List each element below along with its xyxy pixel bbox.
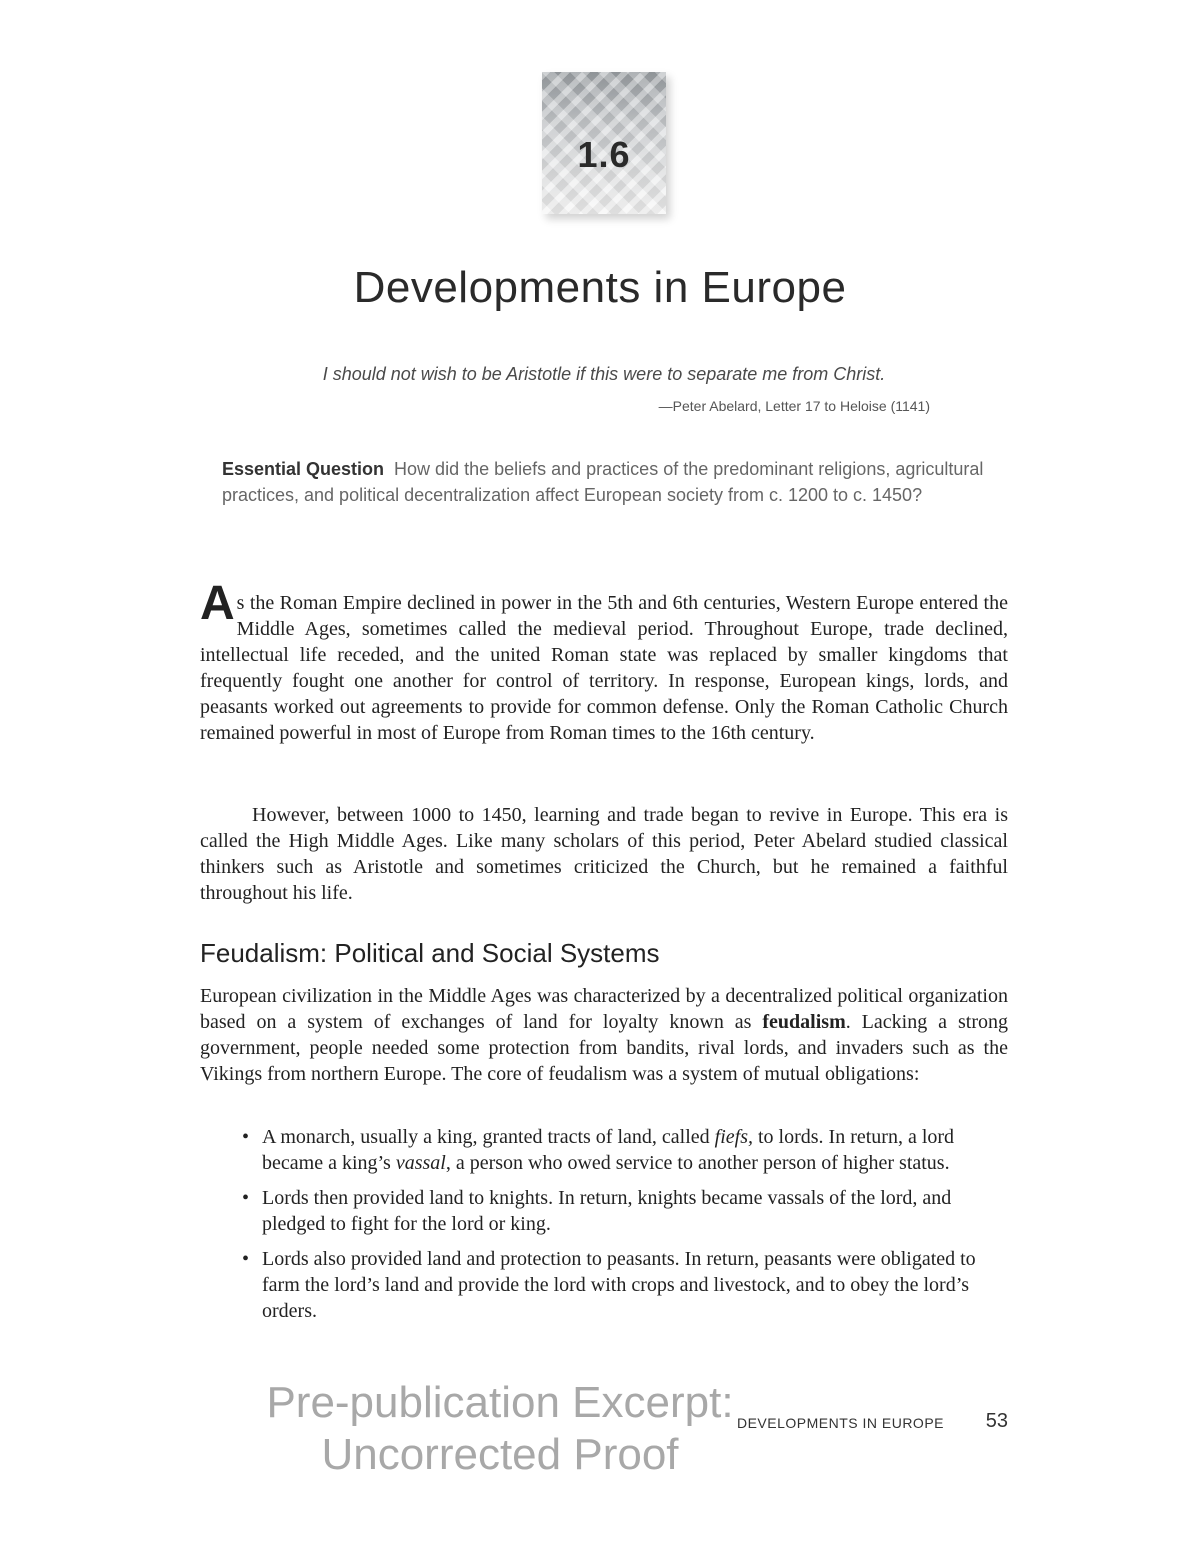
intro-paragraph-1-text: s the Roman Empire declined in power in the 5th and 6th centuries, Western Europe entered the Middle Ages, sometimes called the medieval period. Throughout Europe, trade declined, intellectual life receded, and the united Roman state was replaced by smaller kingdoms that frequently fought one another for control of territory. In response, European kings, lords, and peasants worked out agreements to provide for common defense. Only the Roman Catholic Church remained powerful in most of Europe from Roman times to the 16th century. <box>200 592 1008 744</box>
intro-paragraph-2: However, between 1000 to 1450, learning and trade began to revive in Europe. This era is called the High Middle Ages. Like many scholars of this period, Peter Abelard studied classical thinkers such as Aristotle and sometimes criticized the Church, but he remained a faithful throughout his life. <box>200 804 1008 904</box>
list-item <box>240 1185 1000 1237</box>
list-item-text-after: , a person who owed service to another person of higher status. <box>445 1152 950 1174</box>
page-number: 53 <box>985 1410 1008 1432</box>
list-item-text-middle: to lords. In return, a lord became a king’s <box>262 1126 955 1174</box>
section-number-badge <box>542 72 666 214</box>
intro-paragraph-1 <box>200 577 1008 746</box>
drop-cap: A <box>200 577 235 630</box>
running-footer-title: DEVELOPMENTS IN EUROPE <box>736 1415 944 1431</box>
list-item-term-fiefs: fiefs, <box>714 1126 753 1148</box>
bullet-icon: • <box>242 1126 250 1148</box>
list-item-text: Lords also provided land and protection to peasants. In return, peasants were obligated to farm the lord’s land and provide the lord with crops and livestock, and to obey the lord’s orders. <box>262 1248 976 1322</box>
bullet-icon: • <box>242 1248 250 1270</box>
epigraph-quote: I should not wish to be Aristotle if this were to separate me from Christ. <box>322 364 886 384</box>
chapter-title: Developments in Europe <box>353 263 847 312</box>
feudalism-paragraph-after: . Lacking a strong government, people needed some protection from bandits, rival lords, and invaders such as the Vikings from northern Europe. The core of feudalism was a system of mutual obligations: <box>200 1011 1008 1085</box>
feudalism-paragraph-before: European civilization in the Middle Ages was characterized by a decentralized political organization based on a system of exchanges of land for loyalty known as <box>200 985 1008 1033</box>
obligations-list <box>240 1124 1000 1333</box>
feudalism-paragraph <box>200 983 1008 1087</box>
bullet-icon: • <box>242 1187 250 1209</box>
list-item <box>240 1124 1000 1176</box>
epigraph-attribution: —Peter Abelard, Letter 17 to Heloise (1141) <box>658 398 930 414</box>
watermark-line-1: Pre-publication Excerpt: <box>266 1378 734 1427</box>
essential-question-text: How did the beliefs and practices of the predominant religions, agricultural practices, and political decentralization affect European society from c. 1200 to c. 1450? <box>222 459 984 505</box>
section-number: 1.6 <box>577 134 631 175</box>
list-item-text-before: A monarch, usually a king, granted tracts of land, called <box>262 1126 715 1148</box>
watermark-line-2: Uncorrected Proof <box>321 1430 679 1479</box>
list-item-term-vassal: vassal <box>395 1152 446 1174</box>
feudalism-term: feudalism <box>762 1011 846 1033</box>
list-item <box>240 1246 1000 1324</box>
essential-question-label: Essential Question <box>222 459 385 479</box>
list-item-text: Lords then provided land to knights. In return, knights became vassals of the lord, and pledged to fight for the lord or king. <box>262 1187 952 1235</box>
section-heading: Feudalism: Political and Social Systems <box>200 938 660 968</box>
essential-question <box>222 456 1012 508</box>
